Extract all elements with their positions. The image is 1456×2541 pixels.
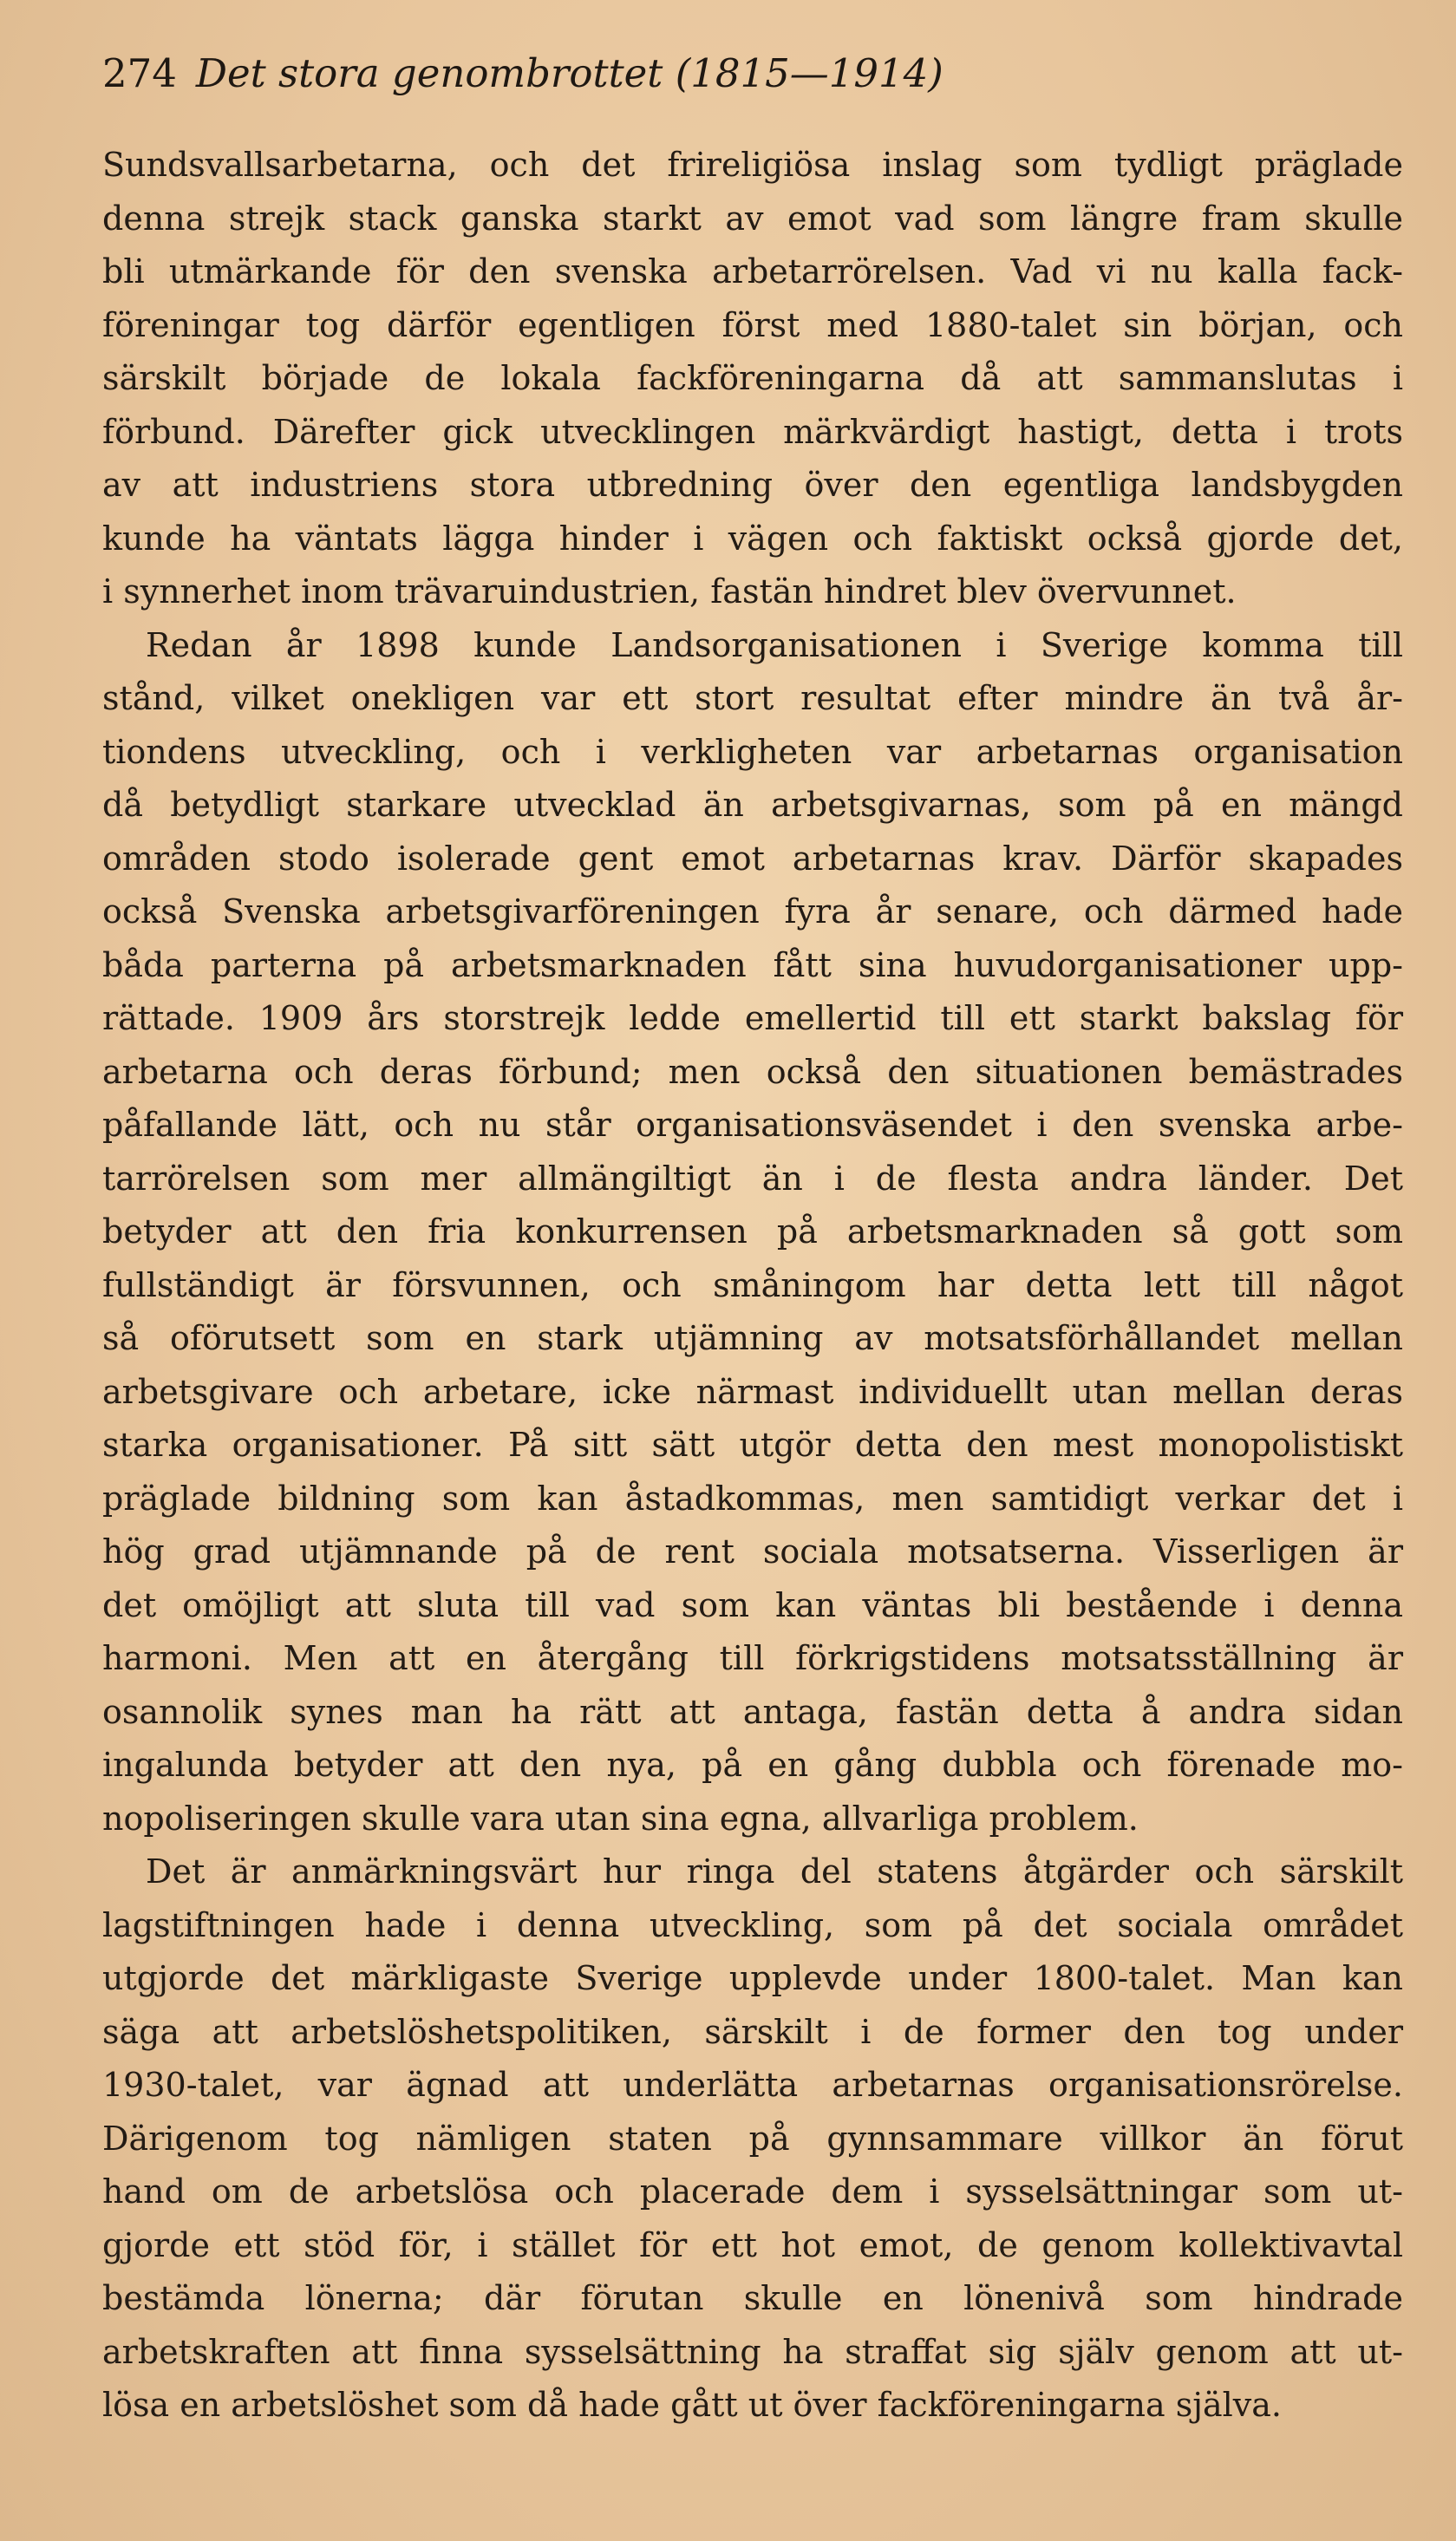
text-line: Redan år 1898 kunde Landsorganisationen i Sverige komma till <box>146 625 1403 664</box>
text-line: Det är anmärkningsvärt hur ringa del statens åtgärder och särskilt <box>146 1852 1403 1891</box>
text-line: stånd, vilket onekligen var ett stort resultat efter mindre än två år- <box>102 679 1403 717</box>
page-header <box>102 50 943 96</box>
text-line: av att industriens stora utbredning över den egentliga landsbygden <box>102 466 1403 504</box>
text-line: så oförutsett som en stark utjämning av motsatsförhållandet mellan <box>102 1319 1403 1357</box>
text-line: bli utmärkande för den svenska arbetarrörelsen. Vad vi nu kalla fack- <box>102 252 1403 291</box>
text-line: lösa en arbetslöshet som då hade gått ut över fackföreningarna själva. <box>102 2386 1283 2424</box>
text-line: nopoliseringen skulle vara utan sina egna, allvarliga problem. <box>102 1799 1139 1838</box>
text-line: Sundsvallsarbetarna, och det frireligiösa inslag som tydligt präglade <box>102 146 1403 184</box>
text-line: arbetsgivare och arbetare, icke närmast individuellt utan mellan deras <box>102 1372 1403 1411</box>
text-line: föreningar tog därför egentligen först med 1880-talet sin början, och <box>102 305 1403 344</box>
text-line: ingalunda betyder att den nya, på en gång dubbla och förenade mo- <box>102 1746 1403 1784</box>
text-line: förbund. Därefter gick utvecklingen märkvärdigt hastigt, detta i trots <box>102 412 1403 451</box>
text-line: båda parterna på arbetsmarknaden fått sina huvudorganisationer upp- <box>102 945 1403 984</box>
text-line: gjorde ett stöd för, i stället för ett hot emot, de genom kollektivavtal <box>102 2225 1403 2264</box>
text-line: rättade. 1909 års storstrejk ledde emellertid till ett starkt bakslag för <box>102 999 1403 1037</box>
text-line: hög grad utjämnande på de rent sociala motsatserna. Visserligen är <box>102 1532 1403 1571</box>
text-line: arbetarna och deras förbund; men också den situationen bemästrades <box>102 1052 1403 1091</box>
text-line: det omöjligt att sluta till vad som kan väntas bli bestående i denna <box>102 1585 1403 1624</box>
text-line: påfallande lätt, och nu står organisationsväsendet i den svenska arbe- <box>102 1106 1403 1144</box>
text-line: säga att arbetslöshetspolitiken, särskilt i de former den tog under <box>102 2012 1403 2051</box>
text-line: särskilt började de lokala fackföreningarna då att sammanslutas i <box>102 359 1403 397</box>
text-line: präglade bildning som kan åstadkommas, men samtidigt verkar det i <box>102 1479 1403 1518</box>
text-line: 1930-talet, var ägnad att underlätta arbetarnas organisationsrörelse. <box>102 2066 1403 2104</box>
text-line: också Svenska arbetsgivarföreningen fyra år senare, och därmed hade <box>102 892 1403 931</box>
text-line: arbetskraften att finna sysselsättning ha straffat sig själv genom att ut- <box>102 2332 1403 2371</box>
text-line: harmoni. Men att en återgång till förkrigstidens motsatsställning är <box>102 1639 1403 1677</box>
text-line: områden stodo isolerade gent emot arbetarnas krav. Därför skapades <box>102 839 1403 878</box>
text-line: lagstiftningen hade i denna utveckling, som på det sociala området <box>102 1905 1403 1944</box>
text-line: Därigenom tog nämligen staten på gynnsammare villkor än förut <box>102 2119 1403 2158</box>
text-line: osannolik synes man ha rätt att antaga, fastän detta å andra sidan <box>102 1692 1403 1731</box>
text-line: denna strejk stack ganska starkt av emot vad som längre fram skulle <box>102 199 1403 238</box>
text-line: fullständigt är försvunnen, och småningom har detta lett till något <box>102 1265 1403 1304</box>
text-line: starka organisationer. På sitt sätt utgör detta den mest monopolistiskt <box>102 1426 1403 1464</box>
body-text <box>102 139 1403 2433</box>
text-line: tiondens utveckling, och i verkligheten var arbetarnas organisation <box>102 732 1403 771</box>
text-line: kunde ha väntats lägga hinder i vägen och faktiskt också gjorde det, <box>102 519 1403 558</box>
page-number: 274 <box>102 50 177 96</box>
text-line: bestämda lönerna; där förutan skulle en lönenivå som hindrade <box>102 2279 1403 2317</box>
text-line: utgjorde det märkligaste Sverige upplevde under 1800-talet. Man kan <box>102 1959 1403 1997</box>
text-line: tarrörelsen som mer allmängiltigt än i de flesta andra länder. Det <box>102 1159 1403 1198</box>
text-line: i synnerhet inom trävaruindustrien, fastän hindret blev övervunnet. <box>102 572 1237 611</box>
text-line: betyder att den fria konkurrensen på arbetsmarknaden så gott som <box>102 1212 1403 1251</box>
text-line: hand om de arbetslösa och placerade dem i sysselsättningar som ut- <box>102 2172 1403 2211</box>
running-title: Det stora genombrottet (1815—1914) <box>195 50 943 96</box>
text-line: då betydligt starkare utvecklad än arbetsgivarnas, som på en mängd <box>102 786 1403 824</box>
